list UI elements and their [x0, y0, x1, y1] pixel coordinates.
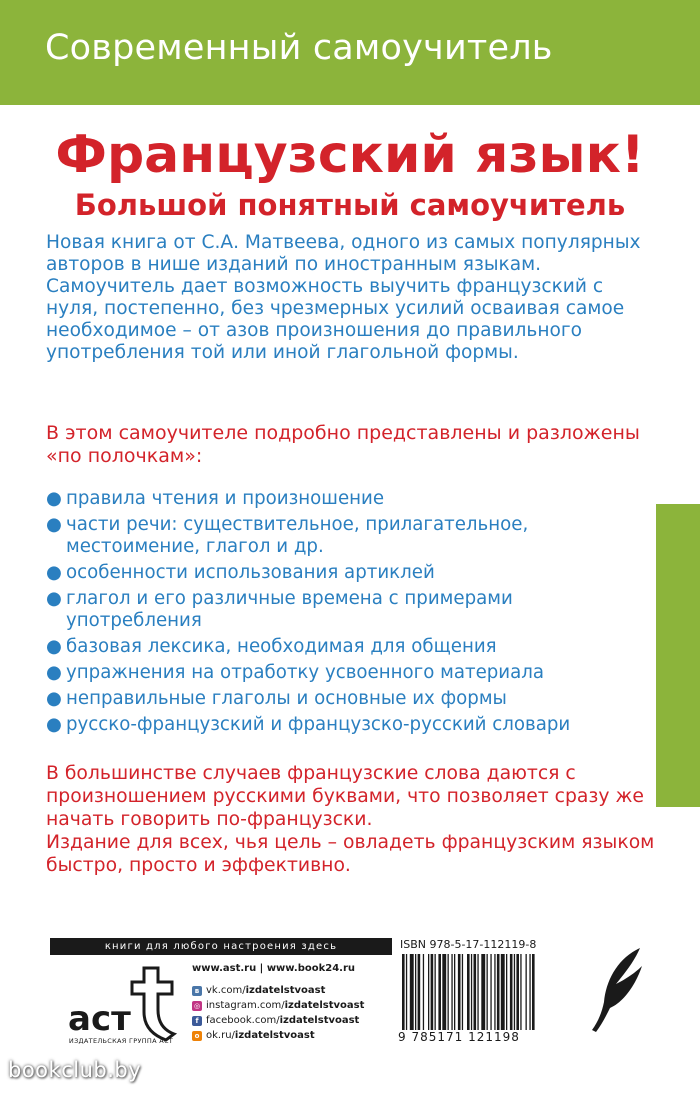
social-link-prefix: vk.com/	[206, 985, 246, 996]
social-link-handle: izdatelstvoast	[245, 985, 326, 996]
bullet-icon: ●	[46, 688, 62, 709]
intro-text	[46, 232, 656, 364]
features-lead: В этом самоучителе подробно представлены и разложены «по полочкам»:	[46, 422, 640, 467]
odnoklassniki-icon: о	[192, 1031, 202, 1041]
bullet-icon: ●	[46, 588, 62, 609]
bullet-icon: ●	[46, 636, 62, 657]
publisher-name: ИЗДАТЕЛЬСКАЯ ГРУППА АСТ	[68, 1037, 174, 1045]
book-title: Французский язык!	[55, 125, 645, 185]
list-item	[46, 636, 646, 658]
list-item	[46, 562, 646, 584]
list-item-text: глагол и его различные времена с примерами употребления	[66, 588, 513, 631]
social-link-prefix: instagram.com/	[206, 1000, 285, 1011]
social-link-handle: izdatelstvoast	[284, 1000, 365, 1011]
facebook-icon: f	[192, 1016, 202, 1026]
vk-icon: в	[192, 986, 202, 996]
ast-logo-icon	[62, 962, 182, 1042]
feather-logo-icon	[588, 944, 648, 1034]
social-link-prefix: ok.ru/	[206, 1030, 235, 1041]
logo-text: аст	[68, 999, 131, 1039]
closing-paragraph: В большинстве случаев французские слова даются с произношением русскими буквами, что позволяет сразу же начать говорить по-французски.	[46, 763, 644, 830]
list-item	[46, 688, 646, 710]
list-item-text: русско-французский и французско-русский словари	[66, 714, 571, 735]
list-item	[46, 714, 646, 736]
barcode-number: 9 785171 121198	[398, 1030, 578, 1044]
bullet-icon: ●	[46, 488, 62, 509]
social-link-vk[interactable]	[192, 983, 364, 998]
bullet-icon: ●	[46, 514, 62, 535]
publisher-sites: www.ast.ru | www.book24.ru	[192, 963, 356, 974]
bullet-icon: ●	[46, 662, 62, 683]
social-link-odnoklassniki[interactable]	[192, 1028, 364, 1043]
series-header	[0, 0, 700, 105]
intro-paragraph: Самоучитель дает возможность выучить французский с нуля, постепенно, без чрезмерных усилий осваивая самое необходимое – от азов произношения до правильного употребления той или иной глагольной формы.	[46, 276, 625, 363]
social-link-facebook[interactable]	[192, 1013, 364, 1028]
watermark: bookclub.by	[8, 1058, 142, 1082]
list-item-text: правила чтения и произношение	[66, 488, 385, 509]
intro-paragraph: Новая книга от С.А. Матвеева, одного из самых популярных авторов в нише изданий по иностранным языкам.	[46, 232, 641, 275]
isbn: ISBN 978-5-17-112119-8	[400, 938, 537, 951]
list-item	[46, 488, 646, 510]
closing-paragraph: Издание для всех, чья цель – овладеть французским языком быстро, просто и эффективно.	[46, 832, 655, 876]
list-item-text: базовая лексика, необходимая для общения	[66, 636, 497, 657]
bullet-icon: ●	[46, 562, 62, 583]
list-item-text: упражнения на отработку усвоенного материала	[66, 662, 545, 683]
barcode-icon	[398, 954, 578, 1042]
side-color-band	[656, 504, 700, 807]
social-link-handle: izdatelstvoast	[279, 1015, 360, 1026]
series-title: Современный самоучитель	[45, 28, 553, 68]
list-item	[46, 588, 646, 632]
list-item-text: части речи: существительное, прилагательное, местоимение, глагол и др.	[66, 514, 529, 557]
publisher-tagline: книги для любого настроения здесь	[50, 938, 392, 955]
social-link-instagram[interactable]	[192, 998, 364, 1013]
list-item	[46, 514, 646, 558]
list-item-text: особенности использования артиклей	[66, 562, 435, 583]
social-link-prefix: facebook.com/	[206, 1015, 280, 1026]
social-links	[192, 983, 364, 1043]
closing-text	[46, 762, 656, 877]
instagram-icon: ◎	[193, 1001, 201, 1010]
bullet-icon: ●	[46, 714, 62, 735]
features-list	[46, 488, 646, 740]
list-item-text: неправильные глаголы и основные их формы	[66, 688, 507, 709]
book-subtitle: Большой понятный самоучитель	[74, 188, 626, 222]
social-link-handle: izdatelstvoast	[234, 1030, 315, 1041]
list-item	[46, 662, 646, 684]
